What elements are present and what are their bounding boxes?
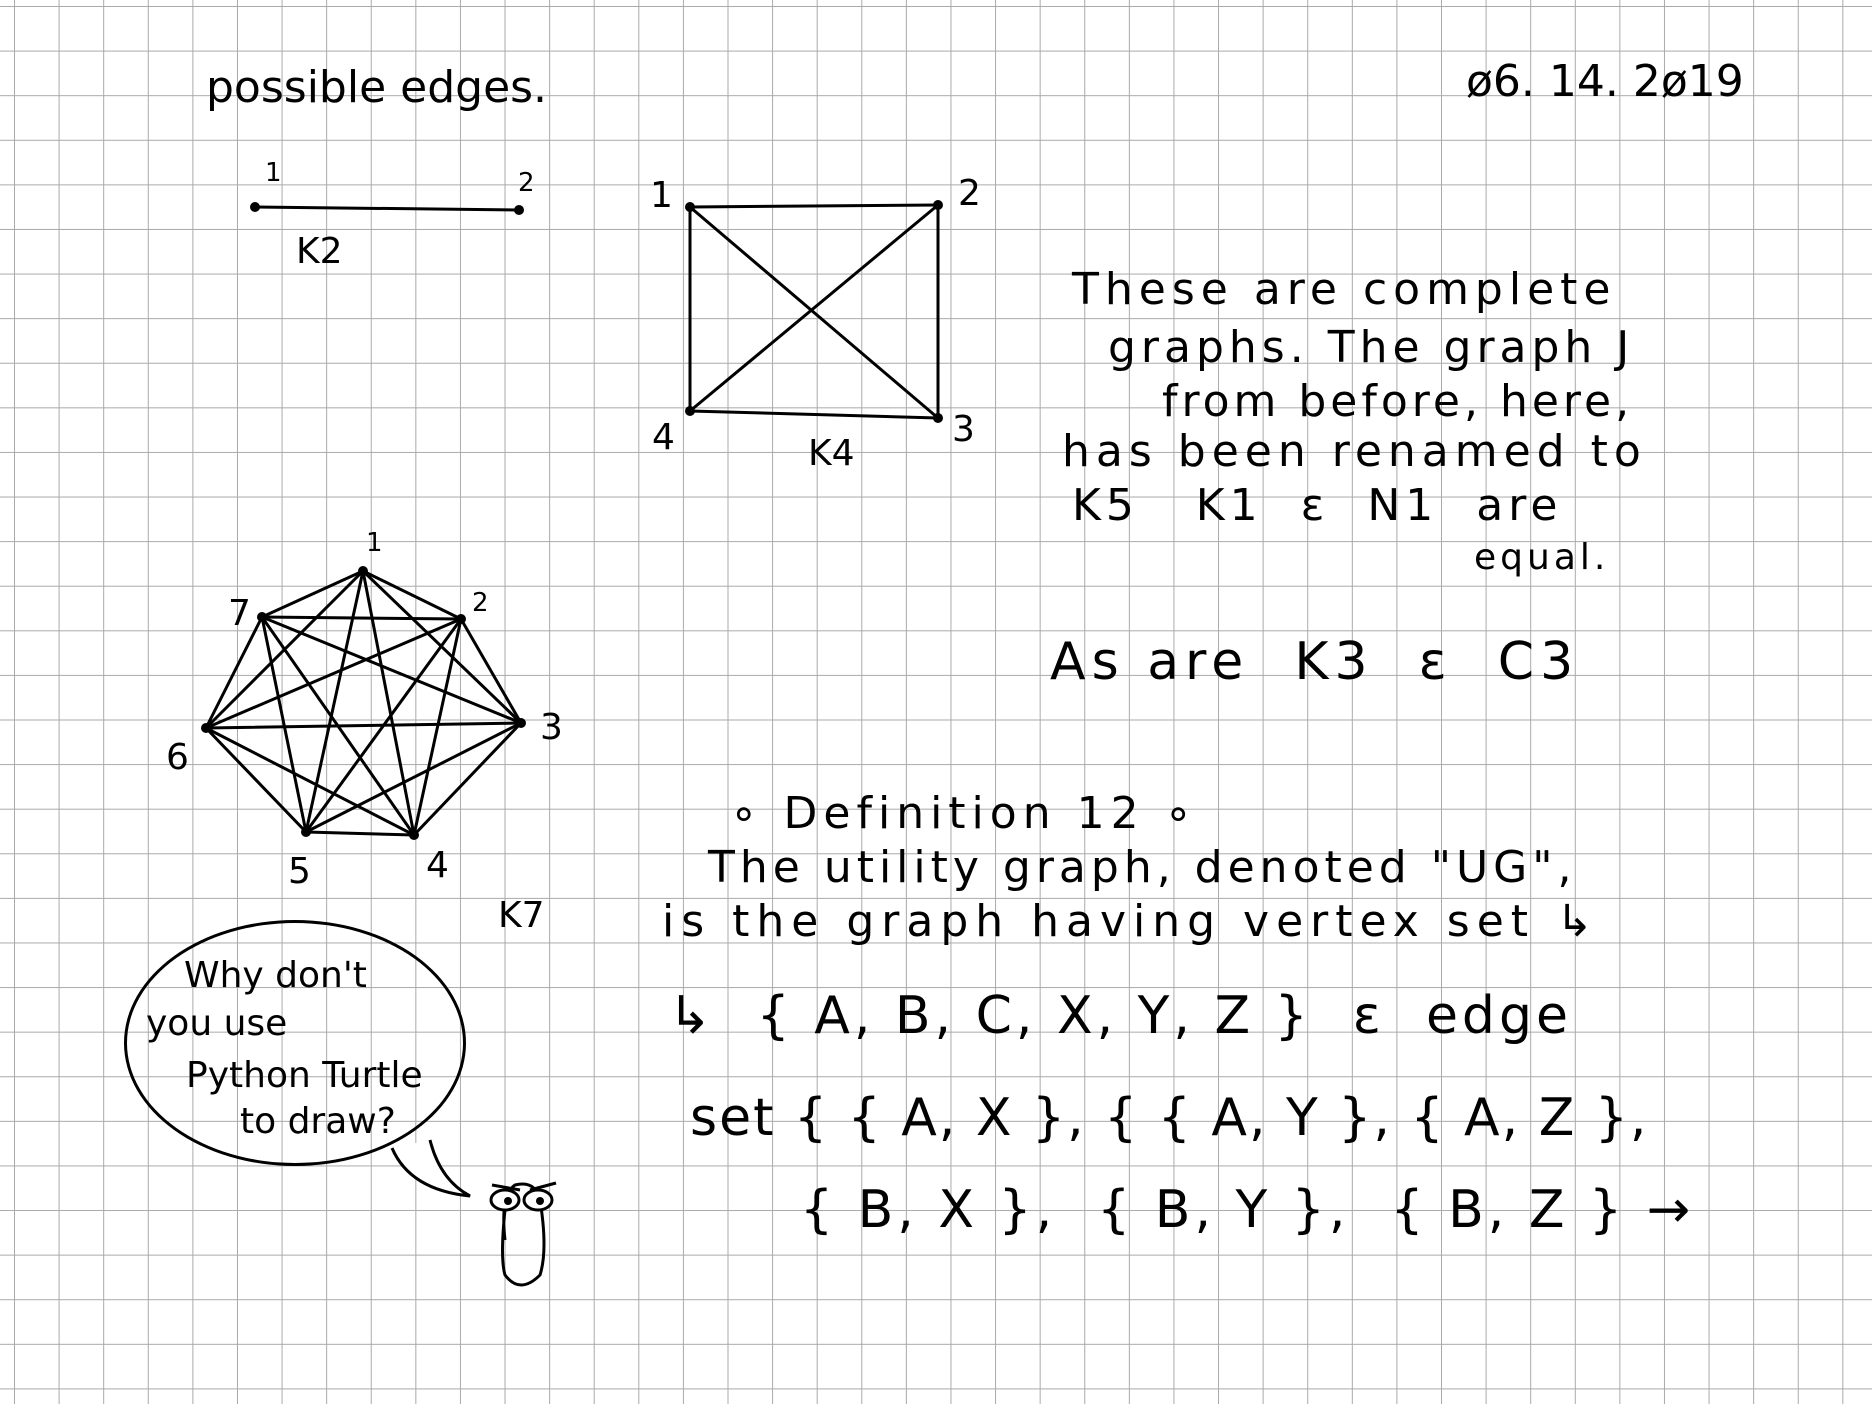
definition-line-3: ↳ { A, B, C, X, Y, Z } ε edge bbox=[668, 986, 1572, 1046]
definition-line-2: is the graph having vertex set ↳ bbox=[662, 896, 1600, 947]
k7-vertex-label-5: 5 bbox=[288, 851, 311, 892]
notes-line-4: has been renamed to bbox=[1062, 426, 1647, 477]
speech-line-2: you use bbox=[146, 1003, 288, 1044]
definition-heading: ∘ Definition 12 ∘ bbox=[730, 788, 1199, 839]
k4-vertex-label-2: 2 bbox=[958, 173, 981, 214]
k4-vertex-label-4: 4 bbox=[652, 417, 675, 458]
k7-label: K7 bbox=[498, 895, 545, 936]
k7-vertex-label-7: 7 bbox=[228, 593, 251, 634]
k4-label: K4 bbox=[808, 433, 855, 474]
k2-label: K2 bbox=[296, 231, 343, 272]
speech-line-1: Why don't bbox=[184, 955, 367, 996]
definition-line-5: { B, X }, { B, Y }, { B, Z } → bbox=[800, 1180, 1695, 1240]
k7-vertex-label-1: 1 bbox=[366, 528, 383, 558]
k7-vertex-label-6: 6 bbox=[166, 737, 189, 778]
k7-vertex-label-4: 4 bbox=[426, 845, 449, 886]
notes-line-7: As are K3 ε C3 bbox=[1050, 632, 1580, 692]
notes-line-5: K5 K1 ε N1 are bbox=[1072, 480, 1563, 531]
date: ø6. 14. 2ø19 bbox=[1466, 56, 1744, 107]
speech-line-4: to draw? bbox=[240, 1101, 396, 1142]
k7-vertex-label-3: 3 bbox=[540, 707, 563, 748]
k2-vertex-label-2: 2 bbox=[518, 168, 535, 198]
page-title-fragment: possible edges. bbox=[206, 62, 548, 113]
notes-line-2: graphs. The graph J bbox=[1108, 322, 1635, 373]
speech-line-3: Python Turtle bbox=[186, 1055, 423, 1096]
notes-line-3: from before, here, bbox=[1162, 376, 1634, 427]
k7-vertex-label-2: 2 bbox=[472, 588, 489, 618]
k4-vertex-label-3: 3 bbox=[952, 409, 975, 450]
definition-line-1: The utility graph, denoted "UG", bbox=[708, 842, 1577, 893]
notes-line-6: equal. bbox=[1474, 537, 1610, 578]
notes-line-1: These are complete bbox=[1072, 264, 1617, 315]
k2-vertex-label-1: 1 bbox=[265, 158, 282, 188]
k4-vertex-label-1: 1 bbox=[650, 175, 673, 216]
definition-line-4: set { { A, X }, { { A, Y }, { A, Z }, bbox=[690, 1088, 1649, 1148]
